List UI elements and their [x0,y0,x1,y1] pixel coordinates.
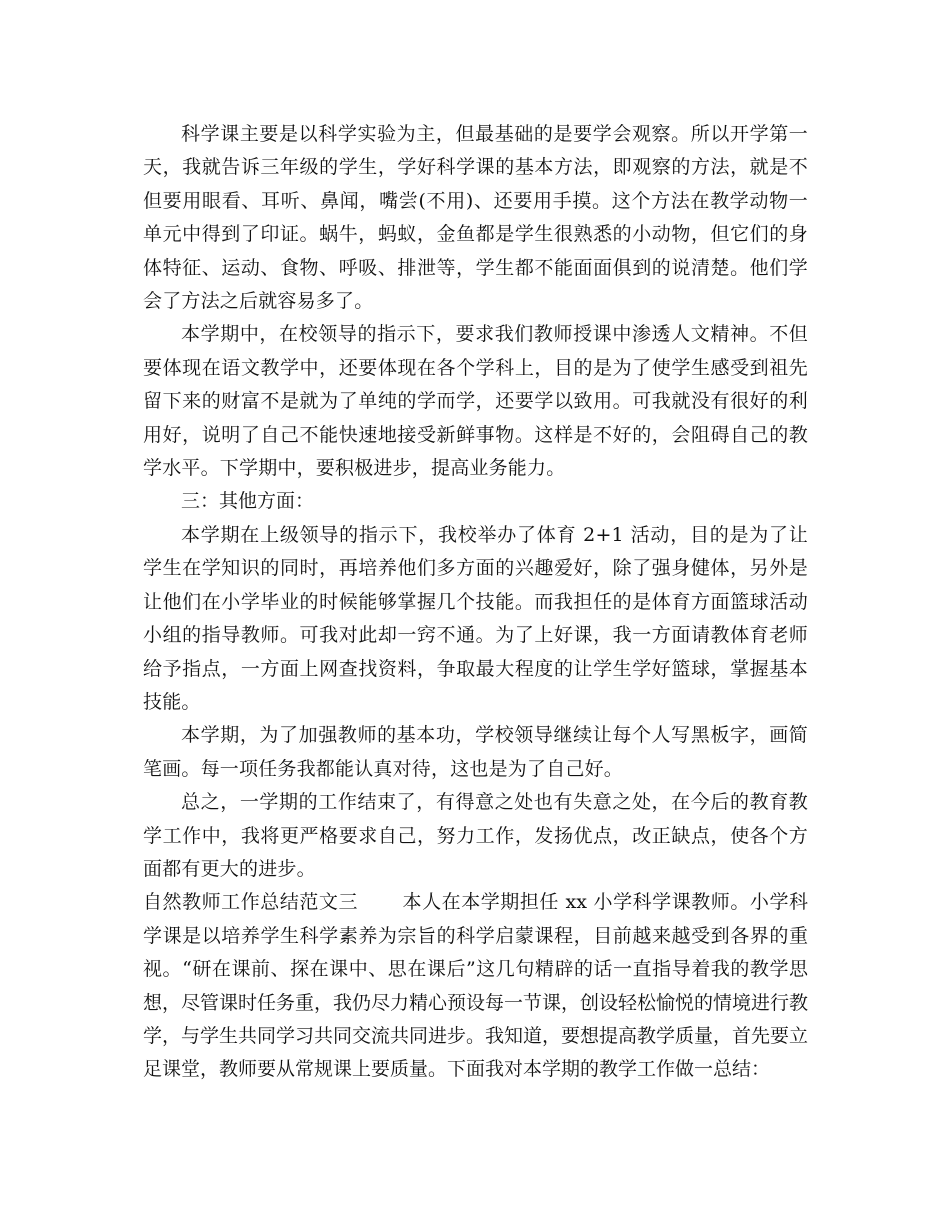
paragraph-observation-method: 科学课主要是以科学实验为主，但最基础的是要学会观察。所以开学第一天，我就告诉三年级的学生，学好科学课的基本方法，即观察的方法，就是不但要用眼看、耳听、鼻闻，嘴尝(不用)、还要用手摸。这个方法在教学动物一单元中得到了印证。蜗牛，蚂蚁，金鱼都是学生很熟悉的小动物，但它们的身体特征、运动、食物、呼吸、排泄等，学生都不能面面俱到的说清楚。他们学会了方法之后就容易多了。 [143,123,808,313]
paragraph-sports-activity: 本学期在上级领导的指示下，我校举办了体育 2+1 活动，目的是为了让学生在学知识的同时，再培养他们多方面的兴趣爱好，除了强身健体，另外是让他们在小学毕业的时候能够掌握几个技能。而我担任的是体育方面篮球活动小组的指导教师。可我对此却一窍不通。为了上好课，我一方面请教体育老师给予指点，一方面上网查找资料，争取最大程度的让学生学好篮球，掌握基本技能。 [143,523,808,713]
paragraph-summary: 总之，一学期的工作结束了，有得意之处也有失意之处，在今后的教育教学工作中，我将更严格要求自己，努力工作，发扬优点，改正缺点，使各个方面都有更大的进步。 [143,791,808,880]
section-three-title: 自然教师工作总结范文三 [143,891,359,914]
document-body [143,118,808,1087]
paragraph-humanistic-spirit: 本学期中，在校领导的指示下，要求我们教师授课中渗透人文精神。不但要体现在语文教学中，还要体现在各个学科上，目的是为了使学生感受到祖先留下来的财富不是就为了单纯的学而学，还要学以致用。可我就没有很好的利用好，说明了自己不能快速地接受新鲜事物。这样是不好的，会阻碍自己的教学水平。下学期中，要积极进步，提高业务能力。 [143,323,808,480]
section-three-text: 本人在本学期担任 xx 小学科学课教师。小学科学课是以培养学生科学素养为宗旨的科学启蒙课程，目前越来越受到各界的重视。“研在课前、探在课中、思在课后”这几句精辟的话一直指导着我的教学思想，尽管课时任务重，我仍尽力精心预设每一节课，创设轻松愉悦的情境进行教学，与学生共同学习共同交流共同进步。我知道，要想提高教学质量，首先要立足课堂，教师要从常规课上要质量。下面我对本学期的教学工作做一总结： [143,891,809,1081]
section-three-paragraph [143,886,808,1086]
section-heading-other-aspects: 三：其他方面： [181,490,315,513]
paragraph-basic-skills: 本学期，为了加强教师的基本功，学校领导继续让每个人写黑板字，画简笔画。每一项任务我都能认真对待，这也是为了自己好。 [143,724,808,780]
